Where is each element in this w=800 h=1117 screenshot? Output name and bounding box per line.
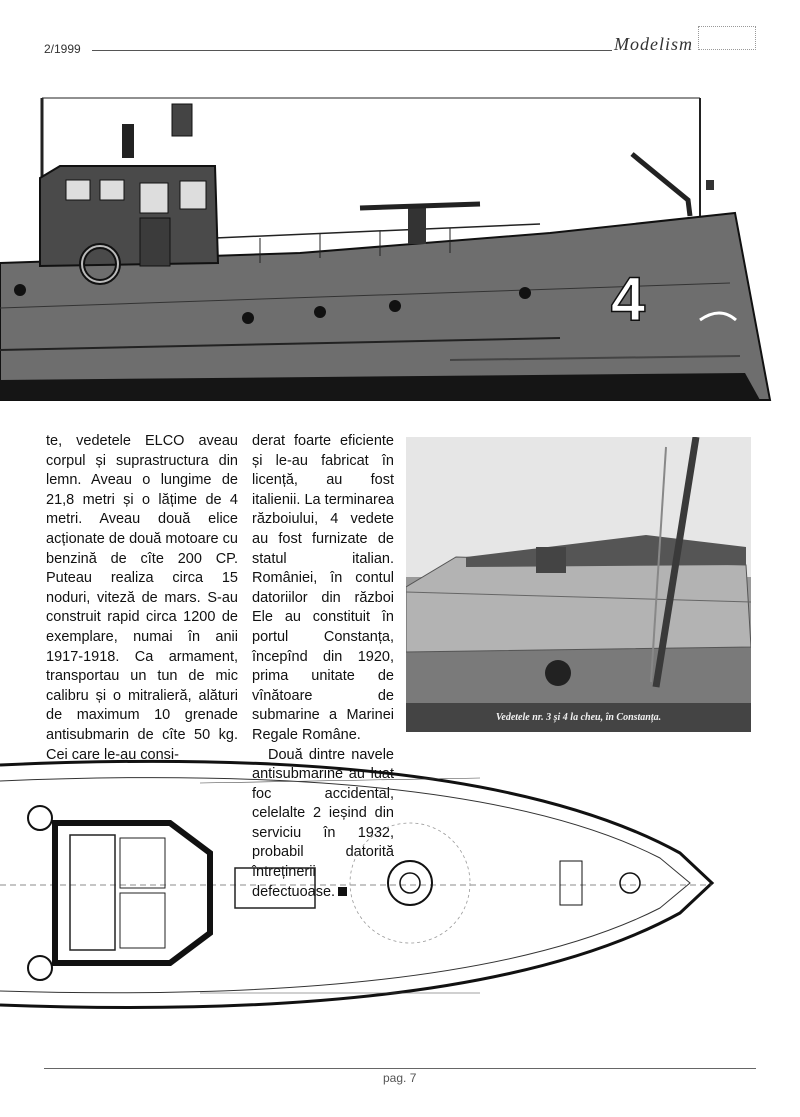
photo-caption: Vedetele nr. 3 și 4 la cheu, în Constanța. bbox=[495, 712, 662, 723]
footer-rule bbox=[44, 1068, 756, 1069]
article-paragraph-text: Două dintre navele antisubmarine au luat foc accidental, celelalte 2 ieșind din serviciu în 1932, probabil datorită întreținerii defectuoase. bbox=[252, 746, 394, 900]
hull-number: 4 bbox=[610, 265, 646, 334]
boat-side-profile-illustration bbox=[0, 88, 800, 413]
magazine-title: Modelism bbox=[614, 34, 693, 54]
stamp-mark bbox=[698, 26, 756, 50]
article-paragraph: te, vedetele ELCO aveau corpul și suprastructura din lemn. Aveau o lungime de 21,8 metri și o lățime de 4 metri. Aveau două elice acționate de două motoare cu benzină de cîte 200 CP. Puteau realiza circa 15 noduri, viteză de mars. S-au construit rapid circa 1200 de exemplare, numai în anii 1917-1918. Ca armament, transportau un tun de mic calibru și o mitralieră, alături de maximum 10 grenade antisubmarin de cîte 50 kg. Cei care le-au consi- bbox=[46, 433, 238, 763]
page-number: pag. 7 bbox=[383, 1071, 417, 1085]
article-column-1 bbox=[46, 432, 238, 765]
header-rule bbox=[92, 50, 612, 51]
article-paragraph: derat foarte eficiente și le-au fabricat în licență, au fost italienii. La terminarea războiului, 4 vedete au fost furnizate de statul italian. României, în contul datoriilor din război Ele au constituit în portul Constanța, începînd din 1920, prima unitate de vînătoare de submarine a Marinei Regale Române. bbox=[252, 433, 394, 743]
issue-number: 2/1999 bbox=[44, 42, 81, 56]
archival-photo bbox=[406, 437, 751, 732]
deck-plan-drawing bbox=[0, 743, 800, 1038]
